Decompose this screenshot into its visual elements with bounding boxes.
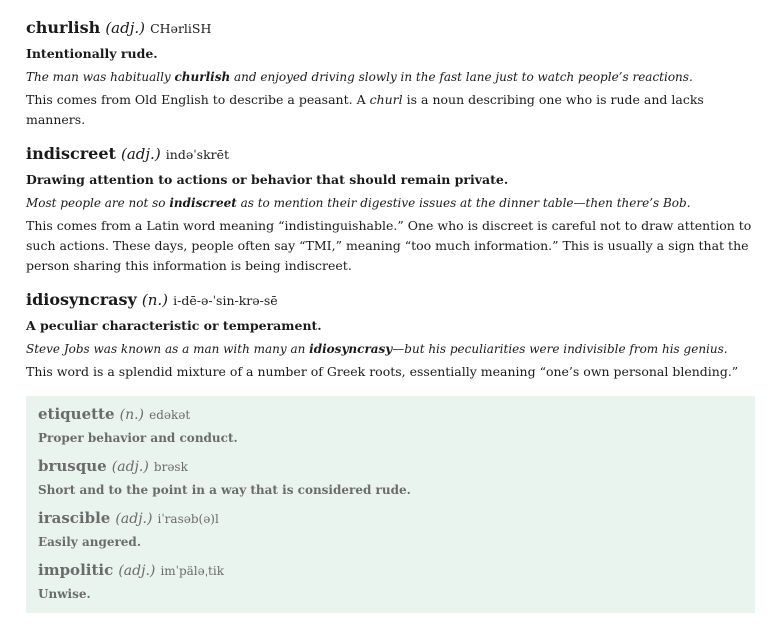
part-of-speech: (adj.) [121,145,161,163]
example-sentence: Most people are not so indiscreet as to mention their digestive issues at the dinner table—then there’s Bob. [26,196,691,210]
related-entry-irascible [38,508,743,551]
entry-churlish [26,18,754,130]
etymology-note: This word is a splendid mixture of a number of Greek roots, essentially meaning “one’s own personal blending.” [26,364,739,379]
entry-idiosyncrasy [26,290,754,382]
part-of-speech: (n.) [119,407,144,423]
pronunciation: indəˈskrēt [165,147,230,162]
part-of-speech: (adj.) [115,511,153,527]
related-headline [38,404,743,425]
related-entry-impolitic [38,560,743,603]
part-of-speech: (adj.) [118,563,156,579]
related-entry-brusque [38,456,743,499]
related-headline [38,456,743,477]
related-entry-etiquette [38,404,743,447]
pronunciation: iˈrasəb(ə)l [157,512,219,526]
related-definition: Proper behavior and conduct. [38,431,238,445]
entry-headline [26,144,754,165]
entry-word: churlish [26,18,101,37]
entry-word: indiscreet [26,144,116,163]
entry-headline [26,290,754,311]
definition: Intentionally rude. [26,46,158,61]
entry-word: idiosyncrasy [26,290,137,309]
etymology-note: This comes from a Latin word meaning “indistinguishable.” One who is discreet is careful not to draw attention to such actions. These days, people often say “TMI,” meaning “too much information.” This is usually a sign that the person sharing this information is being indiscreet. [26,218,752,273]
related-definition: Easily angered. [38,535,141,549]
pronunciation: brəsk [153,460,188,474]
related-words-box [26,396,755,613]
related-word: etiquette [38,405,115,423]
part-of-speech: (n.) [141,291,169,309]
related-definition: Short and to the point in a way that is considered rude. [38,483,411,497]
related-headline [38,508,743,529]
pronunciation: imˈpäləˌtik [160,564,224,578]
related-word: irascible [38,509,111,527]
related-headline [38,560,743,581]
entry-indiscreet [26,144,754,276]
entry-headline [26,18,754,39]
part-of-speech: (adj.) [105,19,145,37]
example-sentence: The man was habitually churlish and enjoyed driving slowly in the fast lane just to watch people’s reactions. [26,70,693,84]
related-definition: Unwise. [38,587,91,601]
related-word: impolitic [38,561,114,579]
pronunciation: CHərliSH [150,21,212,36]
part-of-speech: (adj.) [111,459,149,475]
definition: Drawing attention to actions or behavior that should remain private. [26,172,509,187]
etymology-note: This comes from Old English to describe a peasant. A churl is a noun describing one who is rude and lacks manners. [26,92,704,127]
definition: A peculiar characteristic or temperament. [26,318,322,333]
related-word: brusque [38,457,107,475]
pronunciation: i-dē-ə-ˈsin-krə-sē [173,293,278,308]
example-sentence: Steve Jobs was known as a man with many an idiosyncrasy—but his peculiarities were indivisible from his genius. [26,342,728,356]
pronunciation: edəkət [149,408,191,422]
